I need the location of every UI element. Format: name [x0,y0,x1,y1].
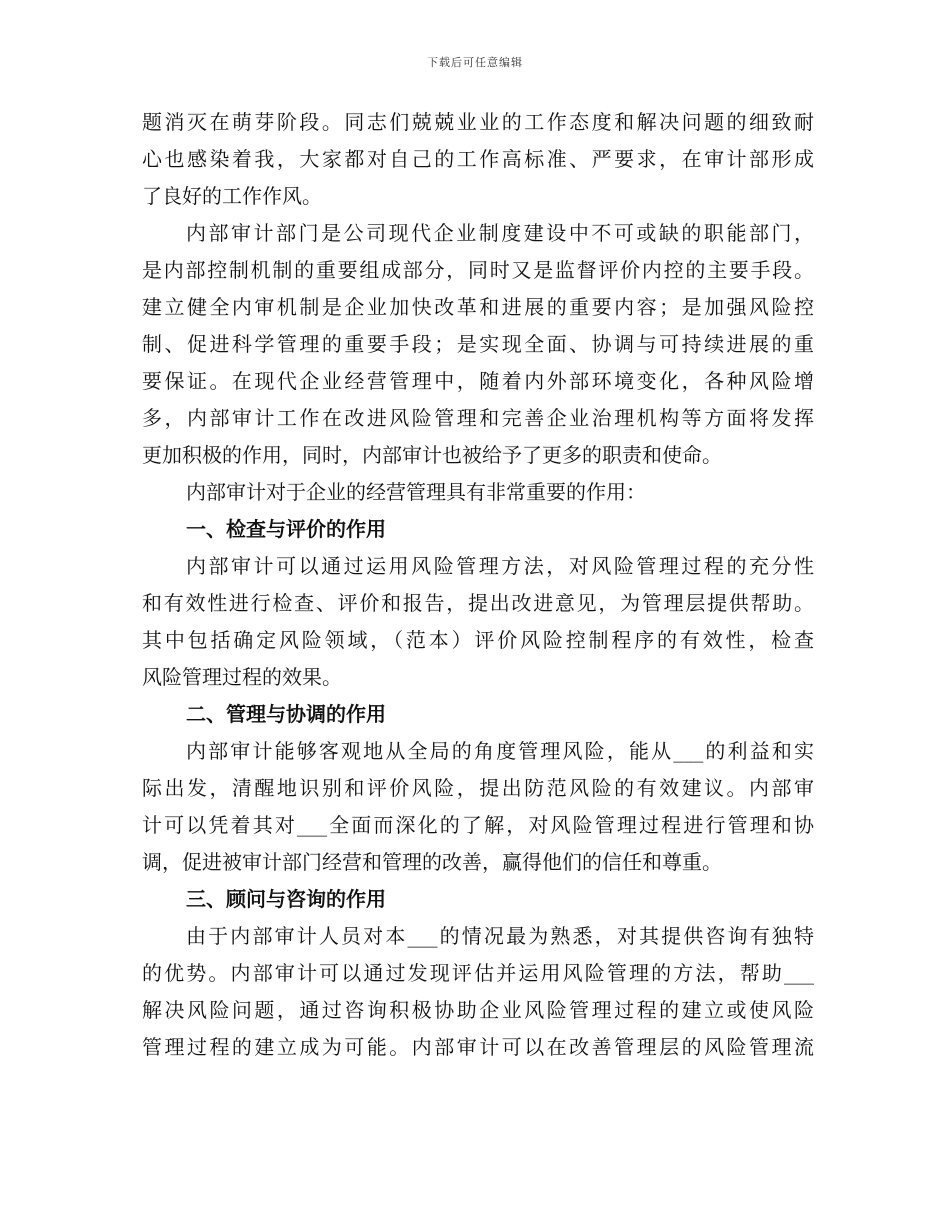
text-line: 多，内部审计工作在改进风险管理和完善企业治理机构等方面将发挥 [142,406,814,430]
text-line: 解决风险问题，通过咨询积极协助企业风险管理过程的建立或使风险 [142,998,814,1022]
text-line: 风险管理过程的效果。 [142,665,342,689]
text-line: 内部审计对于企业的经营管理具有非常重要的作用： [186,480,646,504]
text-line: 题消灭在萌芽阶段。同志们兢兢业业的工作态度和解决问题的细致耐 [142,110,814,134]
text-line: 是内部控制机制的重要组成部分，同时又是监督评价内控的主要手段。 [142,258,814,282]
text-line: 内部审计部门是公司现代企业制度建设中不可或缺的职能部门， [186,221,814,245]
text-line: 计可以凭着其对___全面而深化的了解，对风险管理过程进行管理和协 [142,813,814,837]
text-line: 建立健全内审机制是企业加快改革和进展的重要内容；是加强风险控 [142,295,814,319]
text-line: 要保证。在现代企业经营管理中，随着内外部环境变化，各种风险增 [142,369,814,393]
text-line: 内部审计可以通过运用风险管理方法，对风险管理过程的充分性 [186,554,814,578]
section-heading: 二、管理与协调的作用 [186,702,386,726]
section-heading: 三、顾问与咨询的作用 [186,887,386,911]
text-line: 和有效性进行检查、评价和报告，提出改进意见，为管理层提供帮助。 [142,591,814,615]
text-line: 管理过程的建立成为可能。内部审计可以在改善管理层的风险管理流 [142,1035,814,1059]
text-line: 内部审计能够客观地从全局的角度管理风险，能从___的利益和实 [186,739,814,763]
text-line: 调，促进被审计部门经营和管理的改善，赢得他们的信任和尊重。 [142,850,722,874]
page-header-note: 下载后可任意编辑 [427,56,523,69]
text-line: 制、促进科学管理的重要手段；是实现全面、协调与可持续进展的重 [142,332,814,356]
text-line: 了良好的工作作风。 [142,184,322,208]
text-line: 际出发，清醒地识别和评价风险，提出防范风险的有效建议。内部审 [142,776,814,800]
text-line: 心也感染着我，大家都对自己的工作高标准、严要求，在审计部形成 [142,147,814,171]
section-heading: 一、检查与评价的作用 [186,517,386,541]
document-body [142,104,814,1066]
text-line: 其中包括确定风险领域，（范本）评价风险控制程序的有效性，检查 [142,628,814,652]
text-line: 由于内部审计人员对本___的情况最为熟悉，对其提供咨询有独特 [186,924,814,948]
text-line: 更加积极的作用，同时，内部审计也被给予了更多的职责和使命。 [142,443,722,467]
text-line: 的优势。内部审计可以通过发现评估并运用风险管理的方法，帮助___ [142,961,814,985]
